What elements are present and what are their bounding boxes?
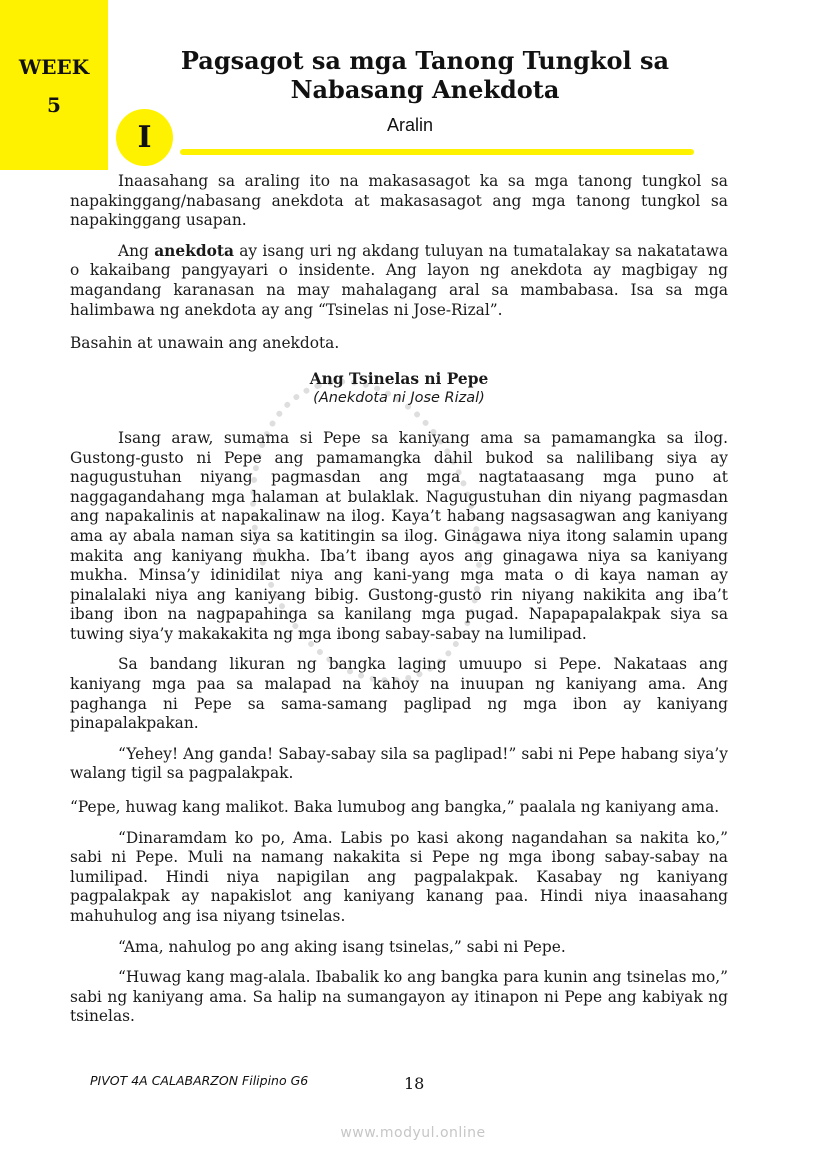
story-paragraph: Sa bandang likuran ng bangka laging umuupo si Pepe. Nakataas ang kaniyang mga paa sa malapad na kahoy na inuupan ng kaniyang ama. Ang paghanga ni Pepe sa sama-samang paglipad ng mga ibon ay kaniyang pinapalakpakan. (70, 655, 728, 733)
definition-paragraph (70, 242, 728, 320)
document-body (70, 172, 728, 1027)
week-number: 5 (47, 93, 61, 117)
footer-source: PIVOT 4A CALABARZON Filipino G6 (90, 1073, 309, 1088)
week-badge (0, 0, 108, 170)
story-paragraph: “Dinaramdam ko po, Ama. Labis po kasi akong nagandahan sa nakita ko,” sabi ni Pepe. Muli na namang nakakita si Pepe ng mga ibong sabay-sabay na lumilipad. Hindi niya napigilan ang pagpalakpak. Kasabay ng kaniyang pagpalakpak ay napakislot ang kaniyang kanang paa. Hindi niya inaasahang mahuhulog ang isa niyang tsinelas. (70, 828, 728, 925)
story-subtitle: (Anekdota ni Jose Rizal) (313, 390, 485, 407)
watermark: www.modyul.online (340, 1125, 486, 1141)
instruction-text: Basahin at unawain ang anekdota. (70, 334, 340, 353)
week-label: WEEK (18, 55, 90, 79)
intro-paragraph: Inaasahang sa araling ito na makasasagot ka sa mga tanong tungkol sa napakinggang/nabasang anekdota at makasasagot ang mga tanong tungkol sa napakinggang usapan. (70, 172, 728, 230)
story-paragraph: Isang araw, sumama si Pepe sa kaniyang ama sa pamamangka sa ilog. Gustong-gusto ni Pepe ang pamamangka dahil bukod sa nalilibang siya ay nagugustuhan niyang pagmasdan ang mga nagtataasang mga puno at naggagandahang mga halaman at bulaklak. Nagugustuhan din niyang pagmasdan ang napakalinis at napakalinaw na ilog. Kaya’t habang nagsasagwan ang kaniyang ama ay abala naman siya sa katitingin sa ilog. Ginagawa niya itong salamin upang makita ang kaniyang mukha. Iba’t ibang ayos ang ginagawa niya sa kaniyang mukha. Minsa’y idinidilat niya ang kani-yang mga mata o di kaya naman ay pinalalaki niya ang kaniyang bibig. Gustong-gusto rin niyang nakikita ang iba’t ibang ibon na nagpapahinga sa kanilang mga pugad. Napapapalakpak siya sa tuwing siya’y makakakita ng mga ibong sabay-sabay na lumilipad. (70, 428, 728, 643)
story-paragraph: “Ama, nahulog po ang aking isang tsinelas,” sabi ni Pepe. (118, 937, 566, 956)
page-title-line-1: Pagsagot sa mga Tanong Tungkol sa (180, 46, 670, 75)
page-title (160, 46, 690, 104)
definition-text: ay isang uri ng akdang tuluyan na tumatalakay sa nakatatawa o kakaibang pangyayari o insidente. Ang layon ng anekdota ay magbigay ng magandang karanasan na may mahalagang aral sa mambabasa. Isa sa mga halimbawa ng anekdota ay ang “Tsinelas ni Jose-Rizal”. (70, 241, 728, 319)
section-letter: I (137, 120, 152, 155)
page-number: 18 (404, 1074, 425, 1093)
story-paragraph: “Yehey! Ang ganda! Sabay-sabay sila sa paglipad!” sabi ni Pepe habang siya’y walang tigil sa pagpalakpak. (70, 744, 728, 783)
definition-prefix: Ang (118, 241, 155, 260)
story-paragraph: “Pepe, huwag kang malikot. Baka lumubog ang bangka,” paalala ng kaniyang ama. (70, 798, 720, 817)
story-title: Ang Tsinelas ni Pepe (309, 369, 489, 388)
story-paragraph: “Huwag kang mag-alala. Ibabalik ko ang bangka para kunin ang tsinelas mo,” sabi ng kaniyang ama. Sa halip na sumangayon ay itinapon ni Pepe ang kabiyak ng tsinelas. (70, 968, 728, 1026)
definition-term: anekdota (154, 241, 234, 260)
section-name: Aralin (386, 115, 434, 135)
page-title-line-2: Nabasang Anekdota (290, 75, 560, 104)
section-letter-badge (116, 109, 173, 166)
section-divider (180, 149, 694, 155)
